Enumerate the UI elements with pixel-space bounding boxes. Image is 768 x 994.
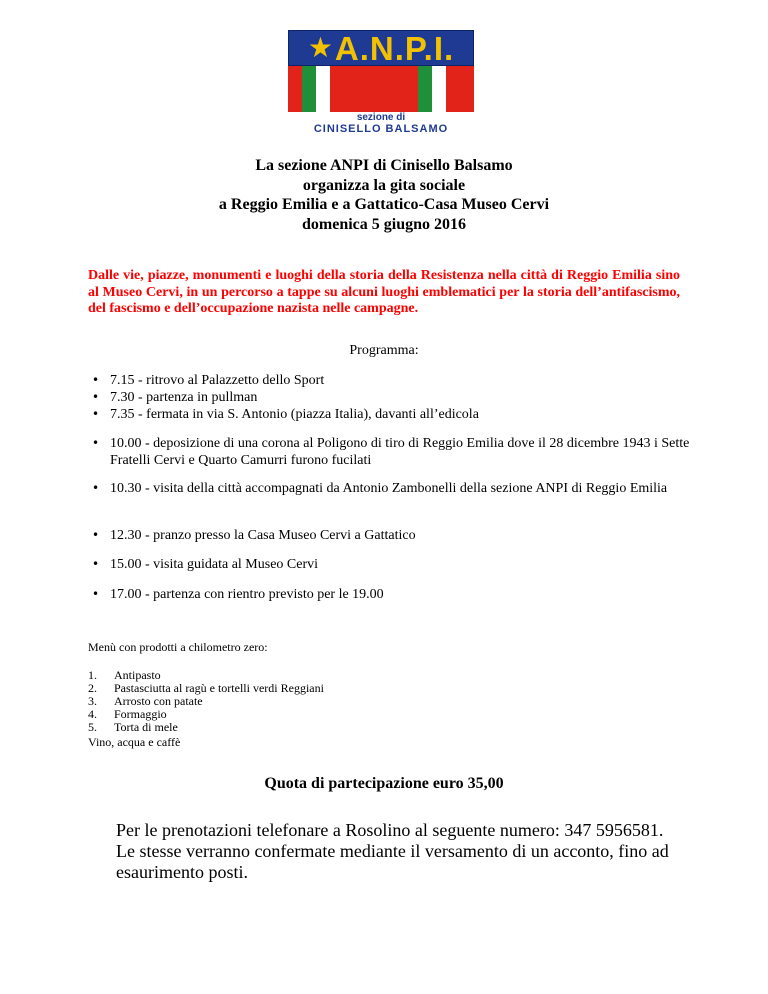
menu-item: 1. Antipasto <box>88 668 161 682</box>
list-item: • 7.35 - fermata in via S. Antonio (piazza Italia), davanti all’edicola <box>88 406 728 423</box>
program-item-visit <box>88 480 688 497</box>
intro-text: Dalle vie, piazze, monumenti e luoghi della storia della Resistenza nella città di Reggio Emilia sino al Museo Cervi, in un percorso a tappe su alcuni luoghi emblematici per la storia dell’antifascismo, del fascismo e dell’occupazione nazista nelle campagne. <box>88 268 680 316</box>
list-item: • 7.30 - partenza in pullman <box>88 389 728 406</box>
logo-caption <box>288 112 474 135</box>
menu-drinks: Vino, acqua e caffè <box>88 735 181 749</box>
anpi-logo <box>288 29 474 135</box>
logo-text: A.N.P.I. <box>334 29 455 67</box>
booking-line-1: Per le prenotazioni telefonare a Rosolino al seguente numero: 347 5956581. <box>116 820 664 840</box>
logo-section-name: CINISELLO BALSAMO <box>313 123 449 135</box>
menu-item: 4. Formaggio <box>88 707 167 721</box>
list-item: • 15.00 - visita guidata al Museo Cervi <box>88 556 728 573</box>
title-line-3: a Reggio Emilia e a Gattatico-Casa Museo Cervi <box>218 196 550 213</box>
program-item-return <box>88 586 728 603</box>
program-label: Programma: <box>349 343 419 358</box>
program-list-morning <box>88 372 728 423</box>
menu-label: Menù con prodotti a chilometro zero: <box>88 640 268 654</box>
star-icon: ★ <box>307 31 333 64</box>
participation-fee: Quota di partecipazione euro 35,00 <box>264 775 504 792</box>
list-item: • 7.15 - ritrovo al Palazzetto dello Sport <box>88 372 728 389</box>
title-line-2: organizza la gita sociale <box>302 176 466 194</box>
intro-paragraph <box>88 268 680 318</box>
logo-subtitle: sezione di <box>356 112 406 123</box>
booking-line-2: Le stesse verranno confermate mediante il versamento di un acconto, fino ad esaurimento posti. <box>116 841 669 882</box>
program-item-lunch <box>88 527 728 544</box>
menu-list <box>88 669 324 734</box>
program-item-museum <box>88 556 728 573</box>
list-item: • 12.30 - pranzo presso la Casa Museo Cervi a Gattatico <box>88 527 728 544</box>
title-line-4: domenica 5 giugno 2016 <box>301 215 466 233</box>
title-line-1: La sezione ANPI di Cinisello Balsamo <box>255 157 513 174</box>
list-item: • 10.30 - visita della città accompagnati da Antonio Zambonelli della sezione ANPI di Reggio Emilia <box>88 480 688 497</box>
logo-flag-stripes <box>288 66 474 112</box>
logo-banner <box>288 30 474 66</box>
program-item-wreath <box>88 435 708 469</box>
event-title <box>0 156 768 234</box>
menu-item: 5. Torta di mele <box>88 720 178 734</box>
menu-item: 3. Arrosto con patate <box>88 694 203 708</box>
list-item: • 17.00 - partenza con rientro previsto per le 19.00 <box>88 586 728 603</box>
list-item: • 10.00 - deposizione di una corona al Poligono di tiro di Reggio Emilia dove il 28 dicembre 1943 i Sette Fratelli Cervi e Quarto Camurri furono fucilati <box>88 435 708 469</box>
menu-item: 2. Pastasciutta al ragù e tortelli verdi Reggiani <box>88 681 324 695</box>
booking-info <box>116 820 736 883</box>
